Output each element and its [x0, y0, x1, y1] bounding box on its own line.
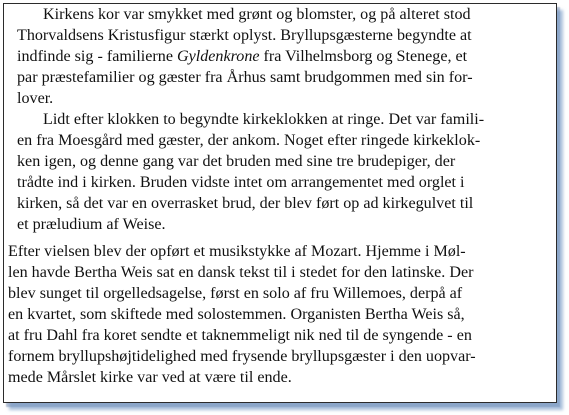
text-line: at fru Dahl fra koret sendte et taknemmeligt nik ned til de syngende - en — [8, 327, 472, 344]
text-line: ken igen, og denne gang var det bruden med sine tre brudepiger, der — [17, 153, 456, 170]
text-line: trådte ind i kirken. Bruden vidste intet om arrangementet med orglet i — [17, 174, 465, 191]
text-line: fornem bryllupshøjtidelighed med frysende bryllupsgæster i den uopvar- — [8, 348, 476, 365]
text-line: par præstefamilier og gæster fra Århus samt brudgommen med sin for- — [17, 69, 473, 86]
text-line: blev sunget til orgelledsagelse, først en solo af fru Willemoes, derpå af — [8, 285, 463, 302]
text-line-with-italic — [17, 47, 467, 67]
italic-name: Gyldenkrone — [177, 48, 260, 65]
text-segment: fra Vilhelmsborg og Stenege, et — [259, 48, 468, 65]
text-segment: indfinde sig - familierne — [17, 48, 177, 65]
text-line: Efter vielsen blev der opført et musikstykke af Mozart. Hjemme i Møl- — [8, 243, 466, 260]
document-frame — [3, 3, 557, 403]
text-line: len havde Bertha Weis sat en dansk tekst til i stedet for den latinske. Der — [8, 264, 474, 281]
text-line: mede Mårslet kirke var ved at være til ende. — [8, 369, 292, 386]
text-line: en kvartet, som skiftede med solostemmen. Organisten Bertha Weis så, — [8, 306, 465, 323]
text-line: Lidt efter klokken to begyndte kirkeklokken at ringe. Det var famili- — [43, 111, 485, 128]
text-line: et præludium af Weise. — [17, 216, 166, 233]
text-line: Thorvaldsens Kristusfigur stærkt oplyst. Bryllupsgæsterne begyndte at — [17, 27, 472, 44]
text-line: lover. — [17, 90, 54, 107]
text-line: Kirkens kor var smykket med grønt og blomster, og på alteret stod — [43, 6, 471, 23]
text-line: kirken, så det var en overrasket brud, der blev ført op ad kirkegulvet til — [17, 195, 474, 212]
text-line: en fra Moesgård med gæster, der ankom. Noget efter ringede kirkeklok- — [17, 132, 481, 149]
